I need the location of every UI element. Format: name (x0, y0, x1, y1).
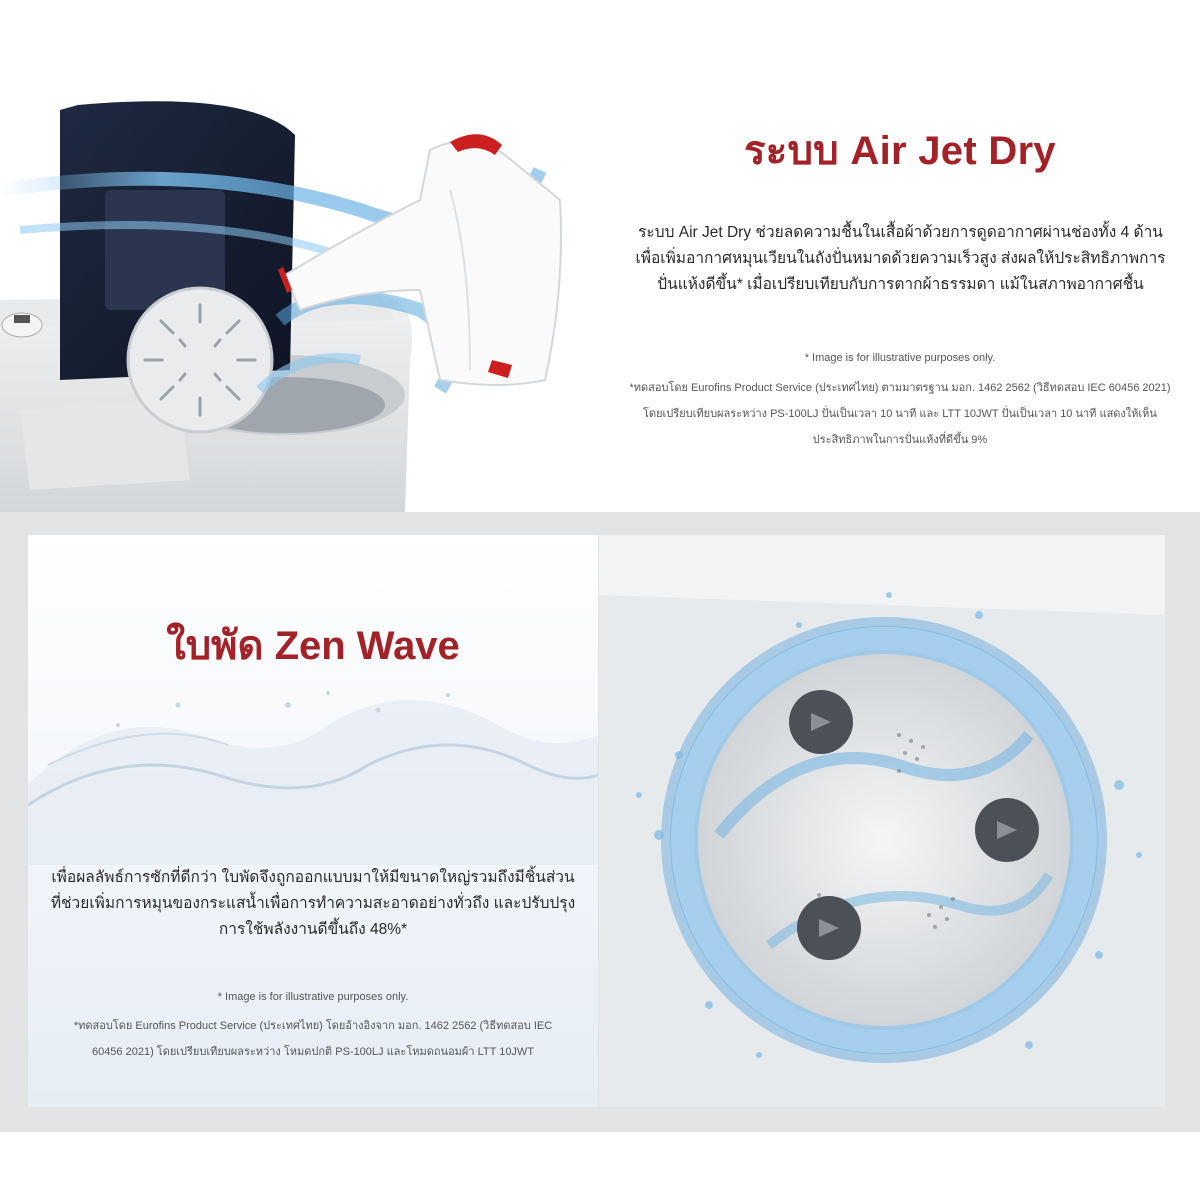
air-jet-dry-footnote: *ทดสอบโดย Eurofins Product Service (ประเทศไทย) ตามมาตรฐาน มอก. 1462 2562 (วิธีทดสอบ IEC 60456 2021) โดยเปรียบเทียบผลระหว่าง PS-100LJ ปั่นเป็นเวลา 10 นาที และ LTT 10JWT ปั่นเป็นเวลา 10 นาที แสดงให้เห็นประสิทธิภาพในการปั่นแห้งที่ดีขึ้น 9% (629, 382, 1171, 446)
zen-wave-footnote: *ทดสอบโดย Eurofins Product Service (ประเทศไทย) โดยอ้างอิงจาก มอก. 1462 2562 (วิธีทดสอบ IEC 60456 2021) โดยเปรียบเทียบผลระหว่าง โหมดปกติ PS-100LJ และโหมดถนอมผ้า LTT 10JWT (73, 1020, 553, 1058)
air-jet-dry-title: ระบบ Air Jet Dry (744, 129, 1056, 173)
zen-wave-description: เพื่อผลลัพธ์การซักที่ดีกว่า ใบพัดจึงถูกออกแบบมาให้มีขนาดใหญ่รวมถึงมีชิ้นส่วนที่ช่วยเพิ่มการหมุนของกระแสน้ำเพื่อการทำความสะอาดอย่างทั่วถึง และปรับปรุงการใช้พลังงานดีขึ้นถึง 48%* (50, 869, 576, 938)
zen-wave-text-panel (28, 535, 598, 1107)
water-splash-decoration (28, 665, 598, 865)
air-jet-dry-illustration (0, 60, 640, 512)
zen-wave-section (0, 512, 1200, 1132)
air-jet-dry-description: ระบบ Air Jet Dry ช่วยลดความชื้นในเสื้อผ้าด้วยการดูดอากาศผ่านช่องทั้ง 4 ด้าน เพื่อเพิ่มอากาศหมุนเวียนในถังปั่นหมาดด้วยความเร็วสูง ส่งผลให้ประสิทธิภาพการปั่นแห้งดีขึ้น* เมื่อเปรียบเทียบกับการตากผ้าธรรมดา แม้ในสภาพอากาศชื้น (635, 224, 1166, 293)
pulsator-water-illustration (599, 535, 1165, 1107)
zen-wave-title: ใบพัด Zen Wave (166, 624, 460, 668)
zen-wave-image-panel (599, 535, 1165, 1107)
air-jet-dry-section (0, 0, 1200, 512)
air-jet-dry-image-note: * Image is for illustrative purposes only. (804, 352, 996, 364)
zen-wave-image-note: * Image is for illustrative purposes only. (217, 991, 409, 1003)
